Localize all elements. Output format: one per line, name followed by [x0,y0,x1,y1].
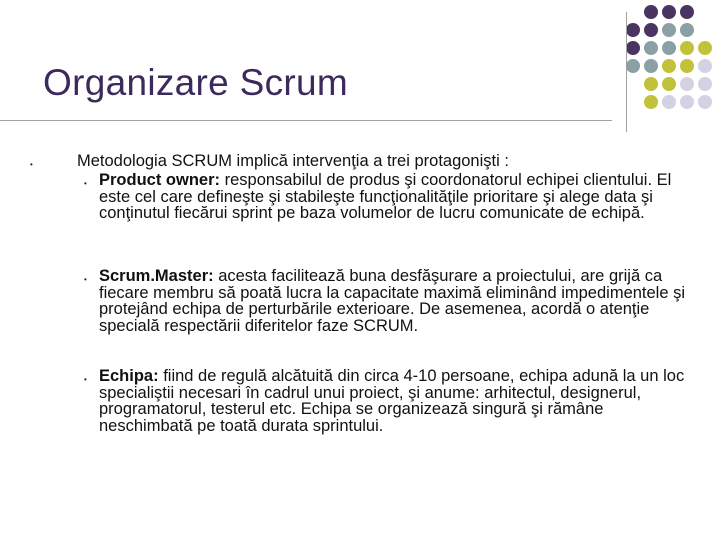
bullet-marker: • [30,160,33,169]
title-divider [0,120,612,121]
bullet-marker: • [84,375,87,384]
decorative-dot [662,23,676,37]
decorative-dot [662,5,676,19]
decorative-dot [680,41,694,55]
decorative-dot [626,41,640,55]
role-name: Product owner: [99,171,221,189]
role-team [99,368,689,434]
decorative-dot [680,95,694,109]
decorative-dot [680,77,694,91]
vertical-divider [626,12,627,132]
decorative-dot [644,23,658,37]
decorative-dot [680,23,694,37]
decorative-dot [698,59,712,73]
decorative-dot [662,59,676,73]
decorative-dot [662,41,676,55]
decorative-dot [644,77,658,91]
decorative-dot [626,23,640,37]
role-description: responsabilul de produs şi coordonatorul echipei clientului. El este cel care defineşte şi stabileşte funcţionalităţile prioritare şi alege data şi conţinutul fiecărui sprint pe baza volumelor de lucru comunicate de echipă. [99,171,672,223]
role-scrum-master [99,268,689,334]
bullet-marker: • [84,179,87,188]
decorative-dot [662,77,676,91]
decorative-dot [644,59,658,73]
decorative-dot [698,95,712,109]
decorative-dot [644,41,658,55]
role-name: Scrum.Master: [99,267,214,285]
role-description: acesta facilitează buna desfăşurare a proiectului, are grijă ca fiecare membru să poată lucra la capacitate maximă eliminând impedimentele şi protejând echipa de perturbările exterioare. De asemenea, acordă o atenţie specială respectării diferitelor faze SCRUM. [99,267,686,335]
slide-title: Organizare Scrum [43,62,349,103]
decorative-dot [626,59,640,73]
intro-text: Metodologia SCRUM implică intervenţia a trei protagonişti : [77,152,509,170]
role-name: Echipa: [99,367,159,385]
decorative-dot [698,41,712,55]
decorative-dot [644,5,658,19]
decorative-dot [680,59,694,73]
decorative-dot [644,95,658,109]
bullet-marker: • [84,275,87,284]
decorative-dot [680,5,694,19]
role-description: fiind de regulă alcătuită din circa 4-10 persoane, echipa adună la un loc specialiştii necesari în cadrul unui proiect, şi anume: arhitectul, designerul, programatorul, testerul etc. Echipa se organizează singură şi rămâne neschimbată pe toată durata sprintului. [99,367,685,435]
decorative-dot [698,77,712,91]
decorative-dot [662,95,676,109]
role-product-owner [99,172,689,222]
